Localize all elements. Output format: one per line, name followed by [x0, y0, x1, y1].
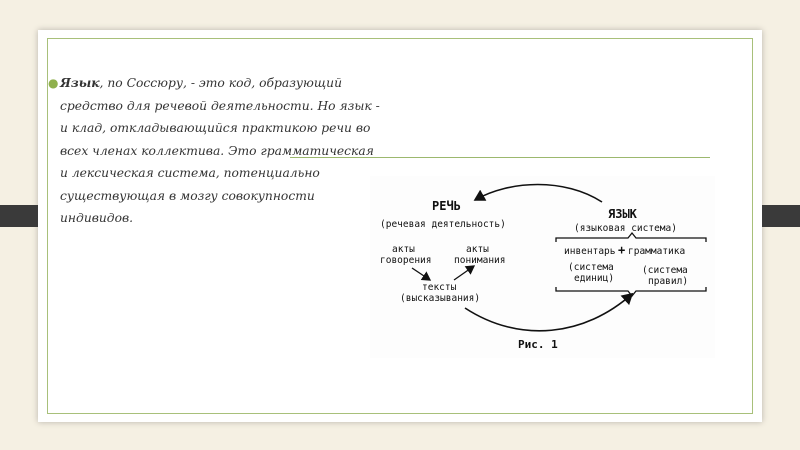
plus-sign: +: [618, 243, 626, 257]
right-edge-tab: [762, 205, 800, 227]
bottom-brace: [556, 287, 706, 296]
saussure-diagram: [370, 176, 715, 358]
arc-texts-to-language: [465, 294, 632, 331]
bullet-paragraph: [48, 72, 380, 230]
speech-subtitle: (речевая деятельность): [380, 219, 506, 230]
figure-caption: Рис. 1: [518, 338, 558, 351]
diagram-svg: [370, 176, 715, 358]
system-rules-line2: правил): [648, 276, 689, 287]
arrow-texts-to-understanding: [454, 266, 474, 280]
definition-text: , по Соссюру, - это код, образующий средство для речевой деятельности. Но язык - и клад, откладывающийся практикою речи во всех членах коллектива. Это грамматическая и лексическая система, потенциально существующая в мозгу совокупности индивидов.: [60, 76, 380, 225]
bullet-icon: ●: [48, 76, 59, 90]
texts-line2: (высказывания): [400, 293, 481, 304]
grammar-label: грамматика: [628, 246, 686, 257]
arc-language-to-speech: [475, 185, 602, 203]
acts-understanding-line2: понимания: [454, 255, 506, 266]
system-units-line1: (система: [568, 262, 614, 273]
speech-title: РЕЧЬ: [432, 199, 461, 213]
language-subtitle: (языковая система): [574, 223, 677, 234]
texts-line1: тексты: [422, 282, 457, 293]
acts-speaking-line2: говорения: [380, 255, 432, 266]
system-rules-line1: (система: [642, 265, 688, 276]
acts-speaking-line1: акты: [392, 244, 415, 255]
top-brace: [556, 233, 706, 242]
inventory-label: инвентарь: [564, 246, 616, 257]
language-title: ЯЗЫК: [608, 207, 637, 221]
system-units-line2: единиц): [574, 273, 615, 284]
acts-understanding-line1: акты: [466, 244, 489, 255]
left-edge-tab: [0, 205, 38, 227]
term-language: Язык: [60, 75, 100, 90]
arrow-speaking-to-texts: [412, 268, 430, 280]
paragraph-text: [60, 72, 380, 230]
